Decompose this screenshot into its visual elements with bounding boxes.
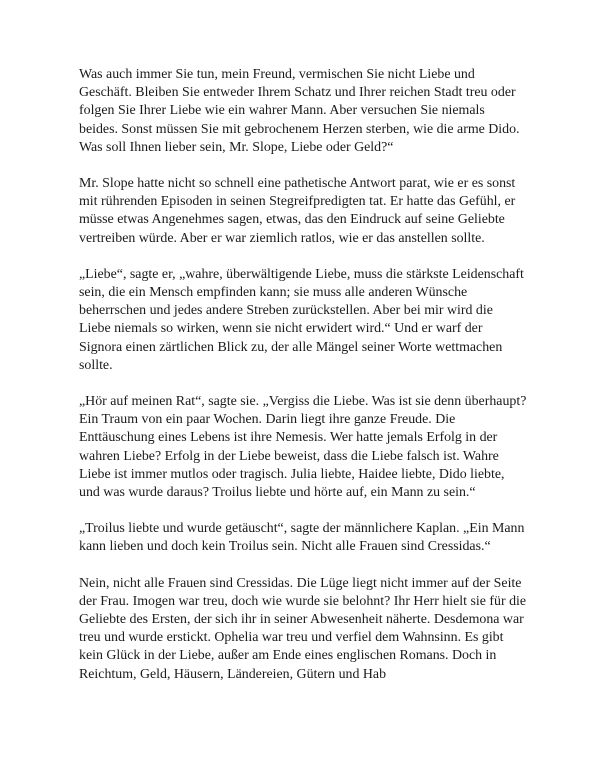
body-text	[79, 66, 527, 702]
paragraph-4: „Hör auf meinen Rat“, sagte sie. „Vergiss die Liebe. Was ist sie denn überhaupt? Ein Traum von ein paar Wochen. Darin liegt ihre ganze Freude. Die Enttäuschung eines Lebens ist ihre Nemesis. Wer hatte jemals Erfolg in der wahren Liebe? Erfolg in der Liebe beweist, dass die Liebe falsch ist. Wahre Liebe ist immer mutlos oder tragisch. Julia liebte, Haidee liebte, Dido liebte, und was wurde daraus? Troilus liebte und hörte auf, ein Mann zu sein.“	[79, 394, 527, 501]
paragraph-2: Mr. Slope hatte nicht so schnell eine pathetische Antwort parat, wie er es sonst mit rührenden Episoden in seinen Stegreifpredigten tat. Er hatte das Gefühl, er müsse etwas Angenehmes sagen, etwas, das den Eindruck auf seine Geliebte vertreiben würde. Aber er war ziemlich ratlos, wie er das anstellen sollte.	[79, 176, 516, 246]
paragraph-3: „Liebe“, sagte er, „wahre, überwältigende Liebe, muss die stärkste Leidenschaft sein, die ein Mensch empfinden kann; sie muss alle anderen Wünsche beherrschen und jedes andere Streben zurückstellen. Aber bei mir wird die Liebe niemals so wirken, wenn sie nicht erwidert wird.“ Und er warf der Signora einen zärtlichen Blick zu, der alle Mängel seiner Worte wettmachen sollte.	[79, 266, 524, 373]
paragraph-1: Was auch immer Sie tun, mein Freund, vermischen Sie nicht Liebe und Geschäft. Bleiben Sie entweder Ihrem Schatz und Ihrer reichen Stadt treu oder folgen Sie Ihrer Liebe wie ein wahrer Mann. Aber versuchen Sie niemals beides. Sonst müssen Sie mit gebrochenem Herzen sterben, wie die arme Dido. Was soll Ihnen lieber sein, Mr. Slope, Liebe oder Geld?“	[79, 67, 520, 155]
paragraph-6: Nein, nicht alle Frauen sind Cressidas. Die Lüge liegt nicht immer auf der Seite der Frau. Imogen war treu, doch wie wurde sie belohnt? Ihr Herr hielt sie für die Geliebte des Ersten, der sich ihr in seiner Abwesenheit näherte. Desdemona war treu und wurde erstickt. Ophelia war treu und verfiel dem Wahnsinn. Es gibt kein Glück in der Liebe, außer am Ende eines englischen Romans. Doch in Reichtum, Geld, Häusern, Ländereien, Gütern und Hab	[79, 575, 527, 682]
paragraph-5: „Troilus liebte und wurde getäuscht“, sagte der männlichere Kaplan. „Ein Mann kann lieben und doch kein Troilus sein. Nicht alle Frauen sind Cressidas.“	[79, 521, 525, 555]
